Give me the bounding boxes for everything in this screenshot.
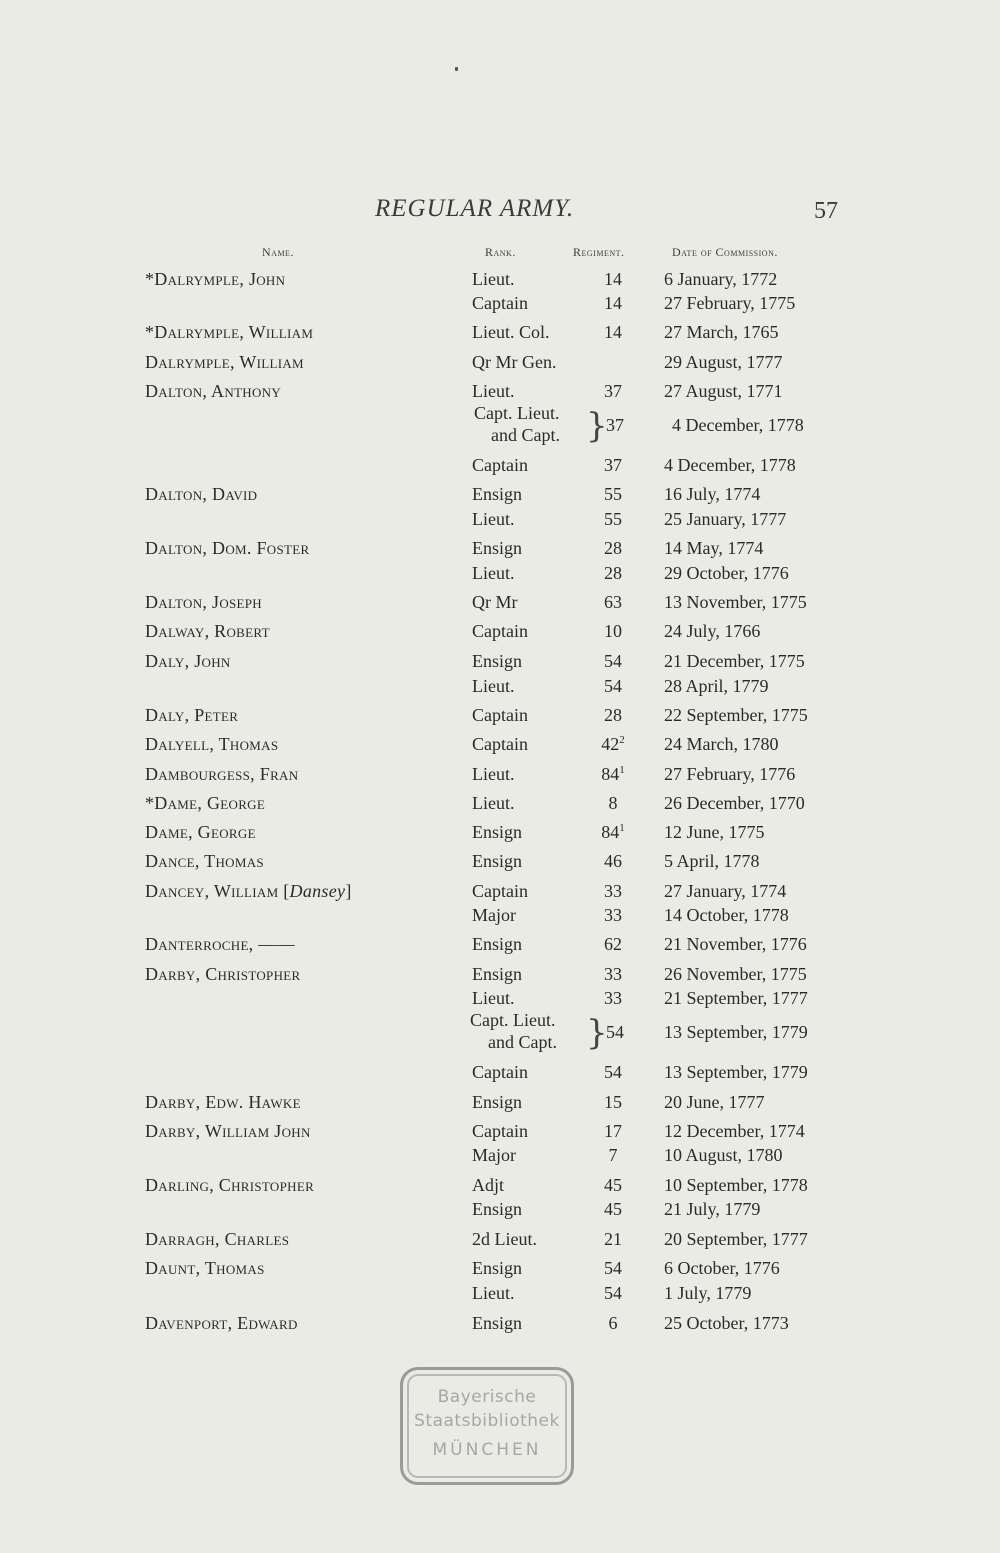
table-row [0,1059,1000,1085]
commission-date: 13 September, 1779 [664,1022,808,1042]
commission-date: 21 December, 1775 [664,651,805,671]
officer-name: Darby, Edw. Hawke [145,1092,301,1112]
column-header-name: Name. [262,245,294,259]
commission-date: 5 April, 1778 [664,851,760,871]
table-row [0,349,1000,375]
running-title: REGULAR ARMY. [375,195,575,222]
table-row [0,702,1000,728]
regiment: 45 [604,1199,622,1219]
commission-date: 4 December, 1778 [664,455,796,475]
table-row [0,589,1000,615]
rank: Adjt [472,1175,505,1195]
rank: Ensign [472,1092,523,1112]
rank-line1: Capt. Lieut. [474,403,560,423]
table-row [0,266,1000,292]
regiment: 15 [604,1092,622,1112]
commission-date: 21 July, 1779 [664,1199,761,1219]
officer-name: Dalton, Joseph [145,592,262,612]
commission-date: 20 June, 1777 [664,1092,765,1112]
commission-date: 26 December, 1770 [664,793,805,813]
officer-name: Dancey, William [Dansey] [145,881,352,901]
rank: Lieut. Col. [472,322,550,342]
rank: Ensign [472,964,523,984]
officer-name: *Dame, George [145,793,266,813]
rank: Captain [472,293,528,313]
table-row [0,1172,1000,1198]
table-row [0,761,1000,787]
regiment: $42^2$ [601,734,625,754]
table-row [0,535,1000,561]
rank: Ensign [472,1313,523,1333]
officer-name: Dame, George [145,822,256,842]
table-row [0,790,1000,816]
rank: Lieut. [472,1283,515,1303]
regiment: 54 [604,1062,622,1082]
table-row [0,506,1000,532]
regiment: 55 [604,484,622,504]
table-row [0,1226,1000,1252]
rank: Captain [472,1121,528,1141]
officer-name: Dalway, Robert [145,621,270,641]
regiment: 63 [604,592,622,612]
officer-name: Darby, Christopher [145,964,301,984]
rank: Lieut. [472,269,515,289]
table-row [0,319,1000,345]
column-header-regiment: Regiment. [573,245,625,259]
rank: Lieut. [472,793,515,813]
table-row [0,1142,1000,1168]
regiment-superscript: 1 [619,764,625,776]
rank: Captain [472,621,528,641]
table-row [0,1280,1000,1306]
table-row [0,1255,1000,1281]
regiment: 54 [604,676,622,696]
rank: Qr Mr [472,592,518,612]
commission-date: 10 August, 1780 [664,1145,783,1165]
table-row [0,961,1000,987]
commission-date: 27 March, 1765 [664,322,779,342]
commission-date: 13 November, 1775 [664,592,807,612]
table-row [0,878,1000,904]
name-variant: Dansey [289,881,346,901]
regiment: 7 [608,1145,618,1165]
ink-speck [455,67,458,71]
table-row [0,402,1000,450]
table-row [0,648,1000,674]
rank: Ensign [472,484,523,504]
table-row [0,1310,1000,1336]
officer-name: Daunt, Thomas [145,1258,265,1278]
regiment: 55 [604,509,622,529]
commission-date: 24 July, 1766 [664,621,761,641]
rank: Captain [472,881,528,901]
table-row [0,1196,1000,1222]
commission-date: 6 January, 1772 [664,269,778,289]
officer-name: Davenport, Edward [145,1313,298,1333]
commission-date: 4 December, 1778 [672,415,804,435]
regiment: 33 [604,988,622,1008]
table-row [0,618,1000,644]
table-row [0,378,1000,404]
commission-date: 14 October, 1778 [664,905,789,925]
regiment: 17 [604,1121,622,1141]
rank: Qr Mr Gen. [472,352,557,372]
regiment: 10 [604,621,622,641]
regiment: 6 [608,1313,618,1333]
rank-line1: Capt. Lieut. [470,1010,556,1030]
rank: Ensign [472,538,523,558]
rank: Lieut. [472,988,515,1008]
commission-date: 29 August, 1777 [664,352,783,372]
rank: Ensign [472,1258,523,1278]
commission-date: 27 February, 1775 [664,293,796,313]
rank: Ensign [472,651,523,671]
officer-name: Darling, Christopher [145,1175,315,1195]
table-row [0,1118,1000,1144]
rank: 2d Lieut. [472,1229,537,1249]
commission-date: 25 October, 1773 [664,1313,789,1333]
library-stamp [400,1367,574,1485]
officer-name: Dalton, David [145,484,258,504]
rank: Lieut. [472,676,515,696]
regiment: 33 [604,881,622,901]
regiment: 14 [604,322,622,342]
officer-name: Daly, John [145,651,231,671]
commission-date: 28 April, 1779 [664,676,769,696]
regiment: 37 [604,381,622,401]
regiment: 54 [604,1258,622,1278]
officer-name: Dalyell, Thomas [145,734,279,754]
rank: Captain [472,734,528,754]
officer-name: Dambourgess, Fran [145,764,299,784]
rank: Captain [472,455,528,475]
regiment: 28 [604,563,622,583]
commission-date: 27 August, 1771 [664,381,783,401]
commission-date: 25 January, 1777 [664,509,787,529]
commission-date: 13 September, 1779 [664,1062,808,1082]
stamp-line1: Bayerische [437,1387,537,1407]
regiment-superscript: 2 [619,734,625,746]
regiment: 28 [604,705,622,725]
commission-date: 10 September, 1778 [664,1175,808,1195]
officer-name: Dalton, Anthony [145,381,282,401]
rank: Captain [472,705,528,725]
table-row [0,481,1000,507]
commission-date: 16 July, 1774 [664,484,761,504]
rank: Ensign [472,851,523,871]
regiment: 14 [604,293,622,313]
regiment: 54 [604,651,622,671]
regiment: 62 [604,934,622,954]
officer-name: Dalrymple, William [145,352,304,372]
commission-date: 21 September, 1777 [664,988,808,1008]
commission-date: 27 February, 1776 [664,764,796,784]
commission-date: 24 March, 1780 [664,734,779,754]
stamp-line3: MÜNCHEN [432,1440,542,1460]
regiment: $84^1$ [601,822,625,842]
commission-date: 12 December, 1774 [664,1121,805,1141]
officer-name: *Dalrymple, John [145,269,286,289]
officer-name: Dance, Thomas [145,851,264,871]
commission-date: 14 May, 1774 [664,538,764,558]
table-row [0,985,1000,1011]
commission-date: 29 October, 1776 [664,563,789,583]
regiment: 28 [604,538,622,558]
table-row [0,731,1000,757]
rank: Captain [472,1062,528,1082]
rank: Ensign [472,934,523,954]
commission-date: 12 June, 1775 [664,822,765,842]
rank: Lieut. [472,509,515,529]
brace-glyph: } [586,1013,608,1053]
page-number: 57 [814,198,838,224]
regiment: 33 [604,905,622,925]
table-row [0,673,1000,699]
stamp-line2: Staatsbibliothek [414,1411,560,1431]
table-row [0,848,1000,874]
rank: Ensign [472,822,523,842]
officer-name: Danterroche, —— [145,934,295,954]
officer-name: *Dalrymple, William [145,322,314,342]
table-row [0,819,1000,845]
rank: Lieut. [472,381,515,401]
table-row [0,1089,1000,1115]
regiment: 37 [604,455,622,475]
rank: Lieut. [472,563,515,583]
commission-date: 1 July, 1779 [664,1283,752,1303]
column-header-date: Date of Commission. [672,245,778,259]
officer-name: Dalton, Dom. Foster [145,538,310,558]
table-row [0,931,1000,957]
table-row [0,452,1000,478]
rank: Ensign [472,1199,523,1219]
commission-date: 22 September, 1775 [664,705,808,725]
regiment: 54 [606,1022,624,1042]
rank: Major [472,1145,516,1165]
rank-line2: and Capt. [488,1032,557,1052]
officer-name: Daly, Peter [145,705,239,725]
regiment: 14 [604,269,622,289]
commission-date: 21 November, 1776 [664,934,807,954]
table-row [0,290,1000,316]
regiment-superscript: 1 [619,822,625,834]
regiment: 21 [604,1229,622,1249]
officer-name: Darragh, Charles [145,1229,290,1249]
rank: Major [472,905,516,925]
table-row [0,902,1000,928]
column-header-rank: Rank. [485,245,516,259]
regiment: 37 [606,415,624,435]
rank-line2: and Capt. [491,425,560,445]
brace-glyph: } [586,406,608,446]
officer-name: Darby, William John [145,1121,311,1141]
regiment: 45 [604,1175,622,1195]
table-row [0,560,1000,586]
commission-date: 20 September, 1777 [664,1229,808,1249]
commission-date: 6 October, 1776 [664,1258,780,1278]
regiment: 8 [608,793,618,813]
table-row [0,1009,1000,1057]
rank: Lieut. [472,764,515,784]
commission-date: 27 January, 1774 [664,881,787,901]
regiment: 33 [604,964,622,984]
regiment: $84^1$ [601,764,625,784]
regiment: 46 [604,851,622,871]
regiment: 54 [604,1283,622,1303]
commission-date: 26 November, 1775 [664,964,807,984]
